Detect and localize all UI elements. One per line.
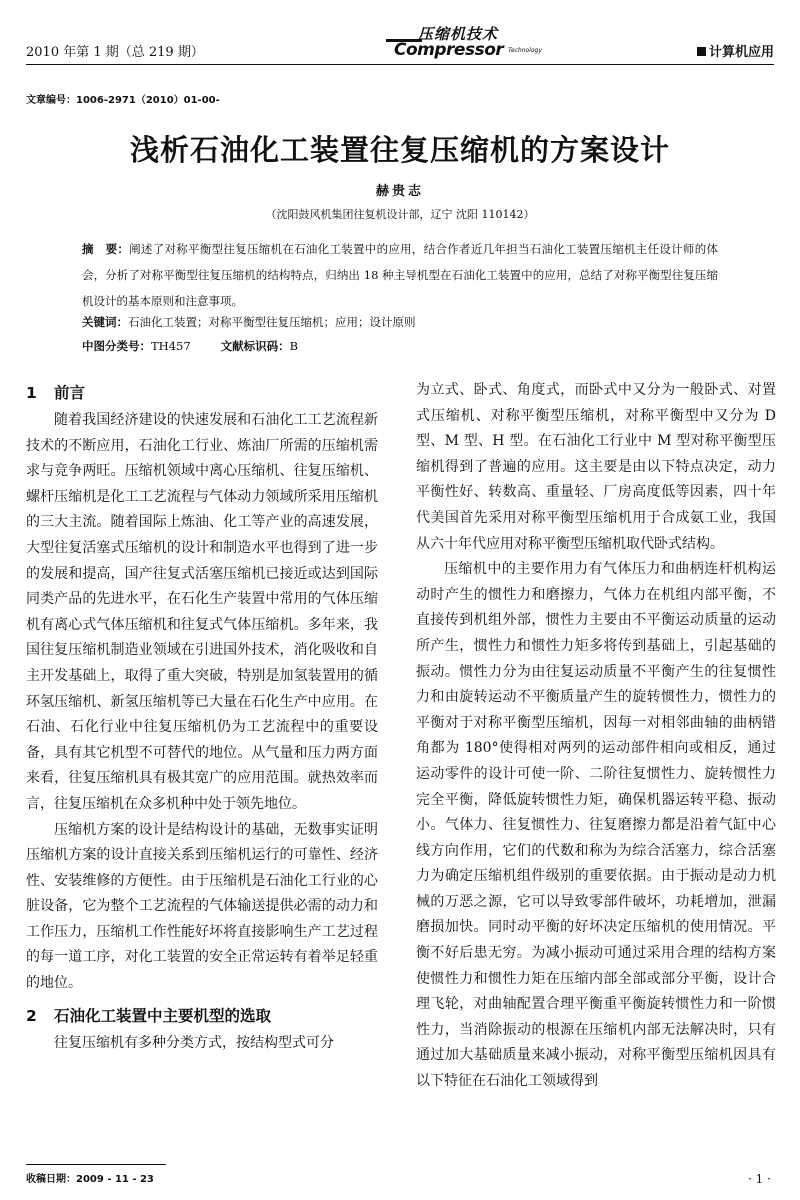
logo-chinese: 压缩机技术 — [418, 25, 499, 43]
left-column — [26, 378, 378, 1056]
paper-title: 浅析石油化工装置往复压缩机的方案设计 — [129, 133, 670, 167]
clc-value: TH457 — [151, 339, 191, 353]
paragraph: 往复压缩机有多种分类方式，按结构型式可分 — [54, 1034, 334, 1051]
logo-technology: Technology — [508, 47, 542, 54]
section-title: 石油化工装置中主要机型的选取 — [54, 1006, 272, 1025]
footnote-rule — [26, 1164, 166, 1165]
doc-code-value: B — [289, 339, 299, 353]
section-heading-1 — [26, 378, 378, 408]
column-name — [697, 41, 774, 60]
square-bullet-icon — [697, 47, 706, 56]
author-affiliation: （沈阳鼓风机集团往复机设计部，辽宁 沈阳 110142） — [265, 208, 535, 221]
right-column — [416, 378, 776, 1095]
journal-logo — [386, 23, 566, 63]
running-header — [26, 25, 774, 67]
section-heading-2 — [26, 1001, 378, 1031]
keywords — [82, 314, 416, 330]
keywords-text: 石油化工装置；对称平衡型往复压缩机；应用；设计原则 — [128, 315, 416, 329]
classification — [82, 338, 298, 354]
abstract-text: 阐述了对称平衡型往复压缩机在石油化工装置中的应用，结合作者近几年担当石油化工装置压缩机主任设计师的体会，分析了对称平衡型往复压缩机的结构特点，归纳出 18 种主导机型在石油化工装置中的应用，总结了对称平衡型往复压缩机设计的基本原则和注意事项。 — [82, 242, 719, 308]
author-name: 赫贵志 — [375, 184, 424, 199]
header-rule — [26, 64, 774, 65]
column-label: 计算机应用 — [708, 45, 774, 60]
abstract-label: 摘 要： — [82, 242, 130, 256]
paragraph: 压缩机方案的设计是结构设计的基础，无数事实证明压缩机方案的设计直接关系到压缩机运行的可靠性、经济性、安装维修的方便性。由于压缩机是石油化工行业的心脏设备，它为整个工艺流程的气体输送提供必需的动力和工作压力，压缩机工作性能好坏将直接影响生产工艺过程的每一道工序，对化工装置的安全正常运转有着举足轻重的地位。 — [26, 821, 378, 992]
page-number: · 1 · — [748, 1172, 771, 1186]
paragraph: 压缩机中的主要作用力有气体压力和曲柄连杆机构运动时产生的惯性力和磨擦力，气体力在机组内部平衡，不直接传到机组外部，惯性力主要由不平衡运动质量的运动所产生，惯性力和惯性力矩多将传到基础上，引起基础的振动。惯性力分为由往复运动质量不平衡产生的往复惯性力和由旋转运动不平衡质量产生的旋转惯性力，惯性力的平衡对于对称平衡型压缩机，因每一对相邻曲轴的曲柄错角都为 180°使得相对两列的运动部件相向或相反，通过运动零件的设计可使一阶、二阶往复惯性力、旋转惯性力完全平衡，降低旋转惯性力矩，确保机器运转平稳、振动小。气体力、往复惯性力、往复磨擦力都是沿着气缸中心线方向作用，它们的代数和称为为综合活塞力，综合活塞力为确定压缩机组件级别的重要依据。由于振动是动力机械的万恶之源，它可以导致零部件破坏，功耗增加，泄漏磨损加快。同时动平衡的好坏决定压缩机的使用情况。平衡不好后患无穷。为减小振动可通过采用合理的结构方案使惯性力和惯性力矩在压缩内部全部或部分平衡，设计合理飞轮，对曲轴配置合理平衡重平衡旋转惯性力和一阶惯性力，当消除振动的根源在压缩机内部无法解决时，只有通过加大基础质量来减小振动，对称平衡型压缩机因具有以下特征在石油化工领域得到 — [416, 561, 776, 1090]
issue-info: 2010 年第 1 期（总 219 期） — [26, 45, 204, 60]
received-date: 收稿日期：2009 - 11 - 23 — [26, 1174, 154, 1185]
section-number: 2 — [26, 1006, 37, 1025]
section-number: 1 — [26, 384, 37, 402]
abstract — [82, 236, 718, 314]
clc-label: 中图分类号： — [82, 339, 151, 353]
keywords-label: 关键词： — [82, 315, 128, 329]
doc-code-label: 文献标识码： — [220, 339, 290, 353]
article-number: 文章编号：1006-2971（2010）01-00- — [26, 95, 220, 106]
section-title: 前言 — [54, 384, 86, 402]
paragraph: 为立式、卧式、角度式，而卧式中又分为一般卧式、对置式压缩机、对称平衡型压缩机，对称平衡型中又分为 D 型、M 型、H 型。在石油化工行业中 M 型对称平衡型压缩机得到了普遍的应用。这主要是由以下特点决定，动力平衡性好、转数高、重量轻、厂房高度低等因素，四十年代美国首先采用对称平衡型压缩机用于合成氨工业，我国从六十年代应用对称平衡型压缩机取代卧式结构。 — [416, 382, 776, 552]
paragraph: 随着我国经济建设的快速发展和石油化工工艺流程新技术的不断应用，石油化工行业、炼油厂所需的压缩机需求与竞争两旺。压缩机领域中离心压缩机、往复压缩机、螺杆压缩机是化工工艺流程与气体动力领域所采用压缩机的三大主流。随着国际上炼油、化工等产业的高速发展，大型往复活塞式压缩机的设计和制造水平也得到了进一步的发展和提高，国产往复式活塞压缩机已接近或达到国际同类产品的先进水平，在石化生产装置中常用的气体压缩机有离心式气体压缩机和往复式气体压缩机。多年来，我国往复压缩机制造业领域在引进国外技术，消化吸收和自主开发基础上，取得了重大突破，特别是加氢装置用的循环氢压缩机、新氢压缩机等已大量在石化生产中应用。在石油、石化行业中往复压缩机仍为工艺流程中的重要设备，具有其它机型不可替代的地位。从气量和压力两方面来看，往复压缩机具有极其宽广的应用范围。就热效率而言，往复压缩机在众多机种中处于领先地位。 — [26, 412, 378, 812]
logo-english: Compressor — [394, 40, 504, 60]
